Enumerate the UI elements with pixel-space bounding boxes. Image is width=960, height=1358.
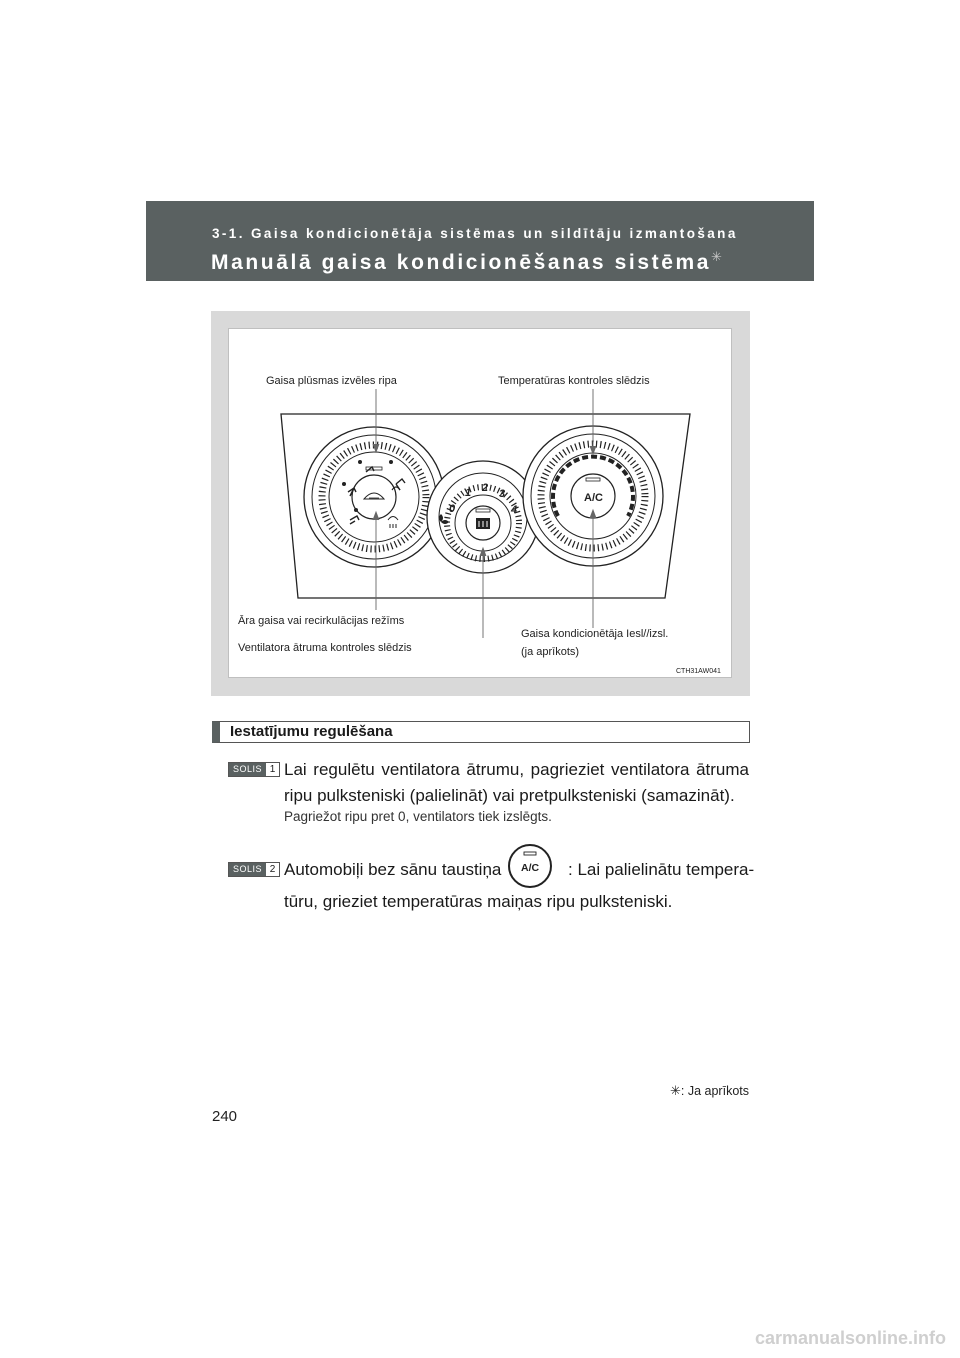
step-number: 2	[266, 863, 279, 876]
step-2-line-2: tūru, grieziet temperatūras maiņas ripu pulksteniski.	[284, 892, 673, 911]
step-label: SOLIS	[229, 863, 266, 876]
callout-ac-button-note: (ja aprīkots)	[521, 646, 580, 658]
step-label: SOLIS	[229, 763, 266, 776]
ac-button-icon-label: A/C	[521, 862, 540, 874]
section-heading: 3-1. Gaisa kondicionētāja sistēmas un sildītāju izmantošana	[212, 226, 738, 241]
step-badge-2	[228, 862, 280, 877]
footnote-text: : Ja aprīkots	[680, 1084, 749, 1098]
footnote-mark: ✳	[670, 1083, 681, 1098]
step-badge-1	[228, 762, 280, 777]
fan-speed-number: 4	[511, 504, 518, 516]
fan-speed-number: 1	[465, 487, 472, 499]
fan-speed-number: 3	[499, 488, 506, 500]
footnote	[670, 1083, 749, 1099]
step-1-line-2: ripu pulksteniski (palielināt) vai pretpulksteniski (samazināt).	[284, 786, 735, 805]
page-title-text: Manuālā gaisa kondicionēšanas sistēma	[211, 251, 712, 274]
subsection-title: Iestatījumu regulēšana	[230, 723, 393, 740]
callout-airflow-dial: Gaisa plūsmas izvēles ripa	[266, 375, 397, 387]
page-number: 240	[212, 1108, 238, 1125]
step-1-line-1: Lai regulētu ventilatora ātrumu, pagrieziet ventilatora ātruma	[284, 760, 749, 779]
step-1-note: Pagriežot ripu pret 0, ventilators tiek izslēgts.	[284, 809, 552, 824]
step-2-line-1-end: : Lai palielinātu tempera-	[568, 860, 755, 879]
fan-speed-number: 2	[482, 482, 489, 494]
subsection-bar	[212, 721, 750, 743]
step-2-line-1-start: Automobiļi bez sānu taustiņa	[284, 860, 502, 879]
airflow-dial	[304, 427, 444, 567]
watermark: carmanualsonline.info	[754, 1328, 946, 1348]
callout-recirc-mode: Āra gaisa vai recirkulācijas režīms	[238, 615, 405, 627]
fan-speed-number: 0	[449, 503, 456, 515]
callout-temperature-dial: Temperatūras kontroles slēdzis	[498, 375, 650, 387]
ac-button-icon	[507, 843, 553, 889]
callout-fan-speed: Ventilatora ātruma kontroles slēdzis	[238, 642, 412, 654]
callout-ac-button: Gaisa kondicionētāja Iesl//izsl.	[521, 628, 669, 640]
equipped-mark: ✳	[711, 249, 722, 264]
ac-label: A/C	[584, 492, 603, 504]
figure-code: CTH31AW041	[676, 668, 721, 675]
step-number: 1	[266, 763, 279, 776]
